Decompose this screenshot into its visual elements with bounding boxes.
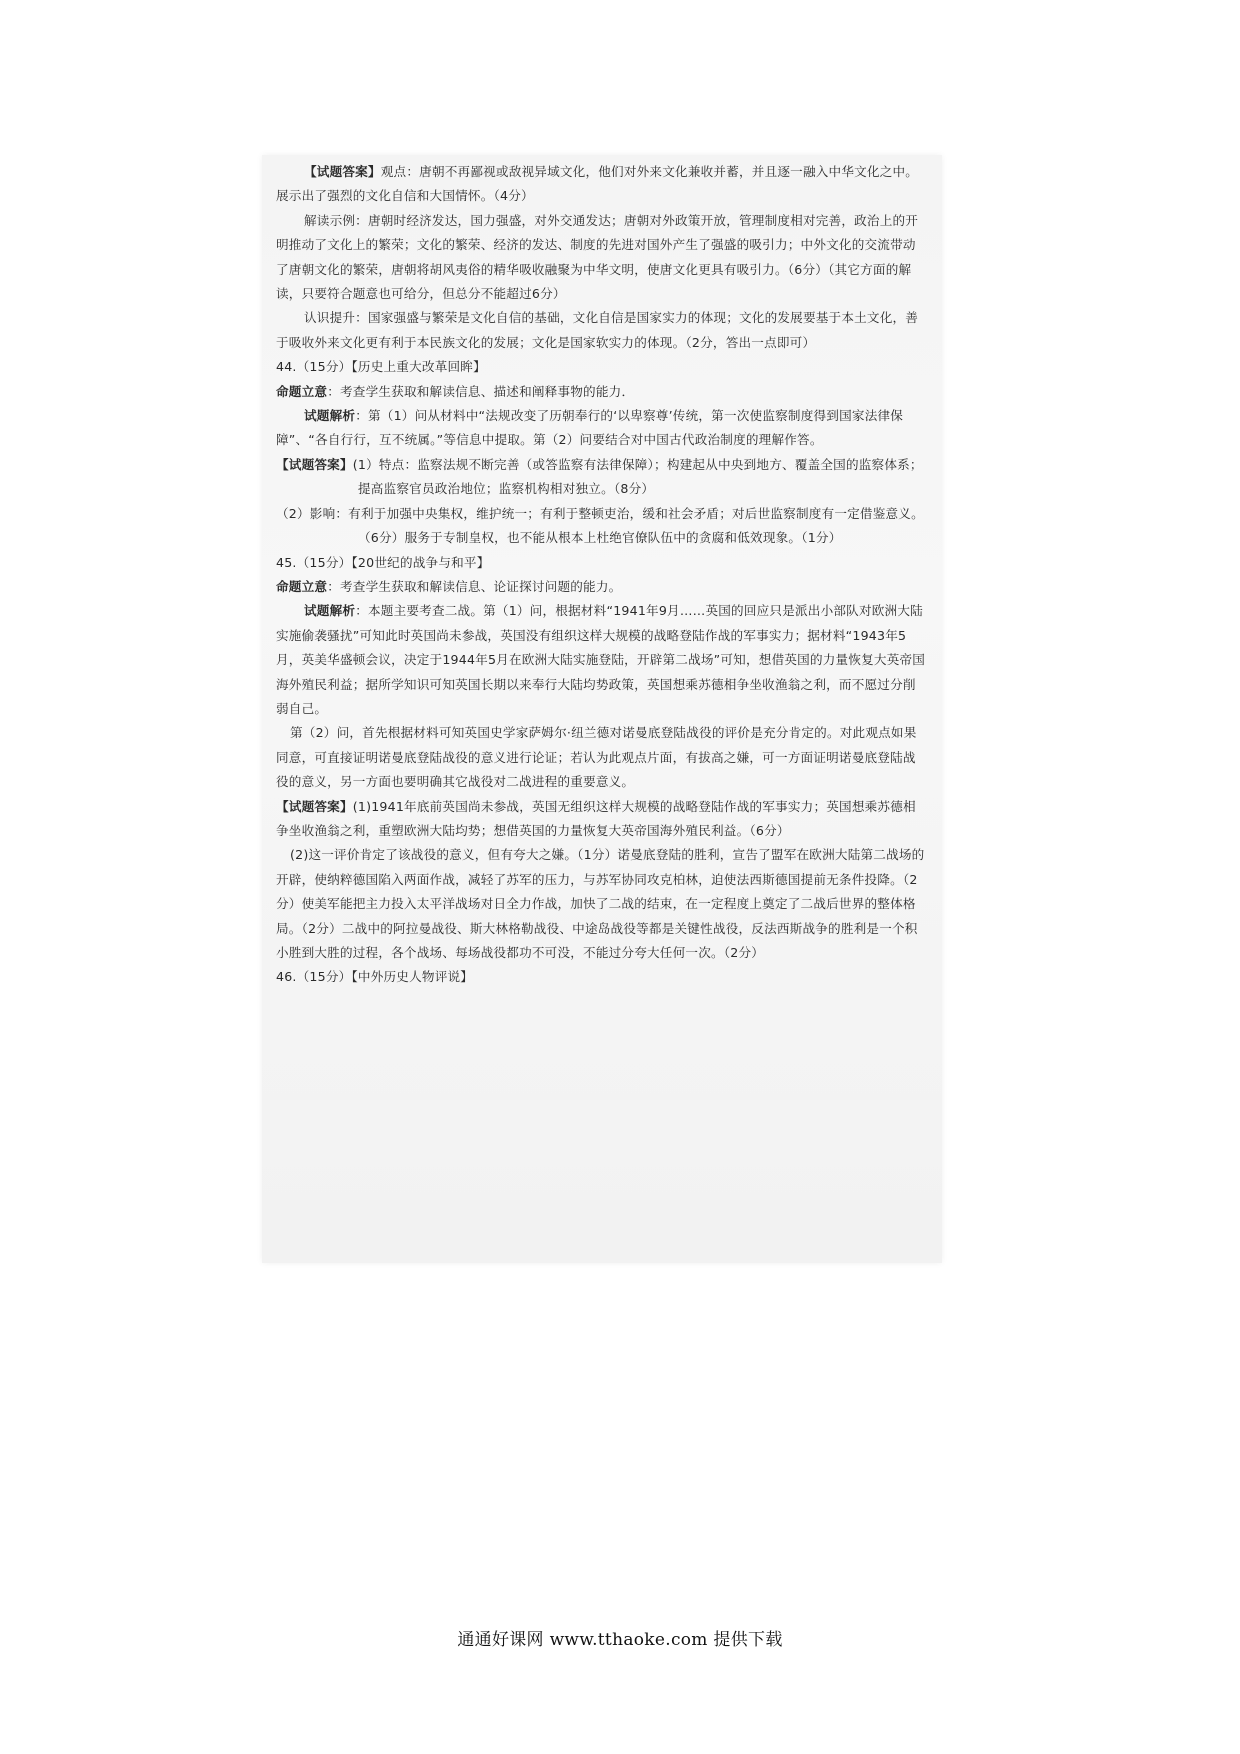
analysis-text: ：本题主要考查二战。第（1）问，根据材料“1941年9月……英国的回应只是派出小部队对欧洲大陆实施偷袭骚扰”可知此时英国尚未参战，英国没有组织这样大规模的战略登陆作战的军事实力；据材料“1943年5月，英美华盛顿会议，决定于1944年5月在欧洲大陆实施登陆，开辟第二战场”可知，想借英国的力量恢复大英帝国海外殖民利益；据所学知识可知英国长期以来奉行大陆均势政策，英国想乘苏德相争坐收渔翁之利，而不愿过分削弱自己。 bbox=[276, 603, 926, 716]
answer-text: (1）特点：监察法规不断完善（或答监察有法律保障）；构建起从中央到地方、覆盖全国的监察体系；提高监察官员政治地位；监察机构相对独立。（8分） bbox=[352, 456, 923, 497]
q44-analysis bbox=[276, 404, 926, 453]
q45-answer-1 bbox=[276, 795, 926, 844]
intent-label: 命题立意 bbox=[276, 383, 328, 399]
answer-label: 【试题答案】 bbox=[276, 798, 353, 814]
q44-intent bbox=[276, 380, 926, 404]
answer-text: (1)1941年底前英国尚未参战，英国无组织这样大规模的战略登陆作战的军事实力；英国想乘苏德相争坐收渔翁之利，重塑欧洲大陆均势；想借英国的力量恢复大英帝国海外殖民利益。（6分） bbox=[276, 798, 916, 838]
q45-analysis-2: 第（2）问，首先根据材料可知英国史学家萨姆尔·纽兰德对诺曼底登陆战役的评价是充分肯定的。对此观点如果同意，可直接证明诺曼底登陆战役的意义进行论证；若认为此观点片面，有拔高之嫌，可一方面证明诺曼底登陆战役的意义，另一方面也要明确其它战役对二战进程的重要意义。 bbox=[276, 725, 917, 790]
question-45-title: 45.（15分）【20世纪的战争与和平】 bbox=[276, 554, 490, 570]
interpretation-paragraph: 解读示例：唐朝时经济发达，国力强盛，对外交通发达；唐朝对外政策开放，管理制度相对完善，政治上的开明推动了文化上的繁荣；文化的繁荣、经济的发达、制度的先进对国外产生了强盛的吸引力；中外文化的交流带动了唐朝文化的繁荣，唐朝将胡风夷俗的精华吸收融聚为中华文明，使唐文化更具有吸引力。（6分）（其它方面的解读，只要符合题意也可给分，但总分不能超过6分） bbox=[276, 212, 919, 302]
insight-paragraph: 认识提升：国家强盛与繁荣是文化自信的基础，文化自信是国家实力的体现；文化的发展要基于本土文化，善于吸收外来文化更有利于本民族文化的发展；文化是国家软实力的体现。（2分，答出一点即可） bbox=[276, 310, 919, 350]
analysis-label: 试题解析 bbox=[304, 603, 356, 619]
question-44-title: 44.（15分）【历史上重大改革回眸】 bbox=[276, 359, 486, 375]
q45-intent bbox=[276, 575, 926, 599]
intent-label: 命题立意 bbox=[276, 578, 328, 594]
footer-credit: 通通好课网 www.tthaoke.com 提供下载 bbox=[457, 1630, 783, 1650]
intent-text: ：考查学生获取和解读信息、论证探讨问题的能力。 bbox=[327, 578, 622, 594]
q45-analysis bbox=[276, 599, 926, 721]
q44-answer-2: （2）影响：有利于加强中央集权，维护统一；有利于整顿吏治，缓和社会矛盾；对后世监察制度有一定借鉴意义。（6分）服务于专制皇权，也不能从根本上杜绝官僚队伍中的贪腐和低效现象。（1分） bbox=[276, 505, 924, 546]
answer-text: 观点：唐朝不再鄙视或敌视异域文化，他们对外来文化兼收并蓄，并且逐一融入中华文化之中。展示出了强烈的文化自信和大国情怀。（4分） bbox=[276, 164, 919, 204]
intent-text: ：考查学生获取和解读信息、描述和阐释事物的能力． bbox=[327, 383, 635, 399]
question-46-title: 46.（15分）【中外历史人物评说】 bbox=[276, 969, 474, 985]
answer-label: 【试题答案】 bbox=[304, 164, 381, 179]
q44-answer-1 bbox=[276, 453, 926, 502]
answer-paragraph bbox=[276, 160, 926, 209]
answer-label: 【试题答案】 bbox=[276, 456, 353, 472]
q45-answer-2: (2)这一评价肯定了该战役的意义，但有夸大之嫌。（1分）诺曼底登陆的胜利，宣告了盟军在欧洲大陆第二战场的开辟，使纳粹德国陷入两面作战，减轻了苏军的压力，与苏军协同攻克柏林，迫使法西斯德国提前无条件投降。（2分）使美军能把主力投入太平洋战场对日全力作战，加快了二战的结束，在一定程度上奠定了二战后世界的整体格局。（2分）二战中的阿拉曼战役、斯大林格勒战役、中途岛战役等都是关键性战役，反法西斯战争的胜利是一个积小胜到大胜的过程，各个战场、每场战役都功不可没，不能过分夸大任何一次。（2分） bbox=[276, 847, 925, 960]
answer-content bbox=[276, 160, 926, 990]
analysis-label: 试题解析 bbox=[304, 408, 356, 424]
analysis-text: ：第（1）问从材料中“法规改变了历朝奉行的‘以卑察尊’传统，第一次使监察制度得到国家法律保障”、“各自行行，互不统属。”等信息中提取。第（2）问要结合对中国古代政治制度的理解作答。 bbox=[276, 408, 904, 448]
